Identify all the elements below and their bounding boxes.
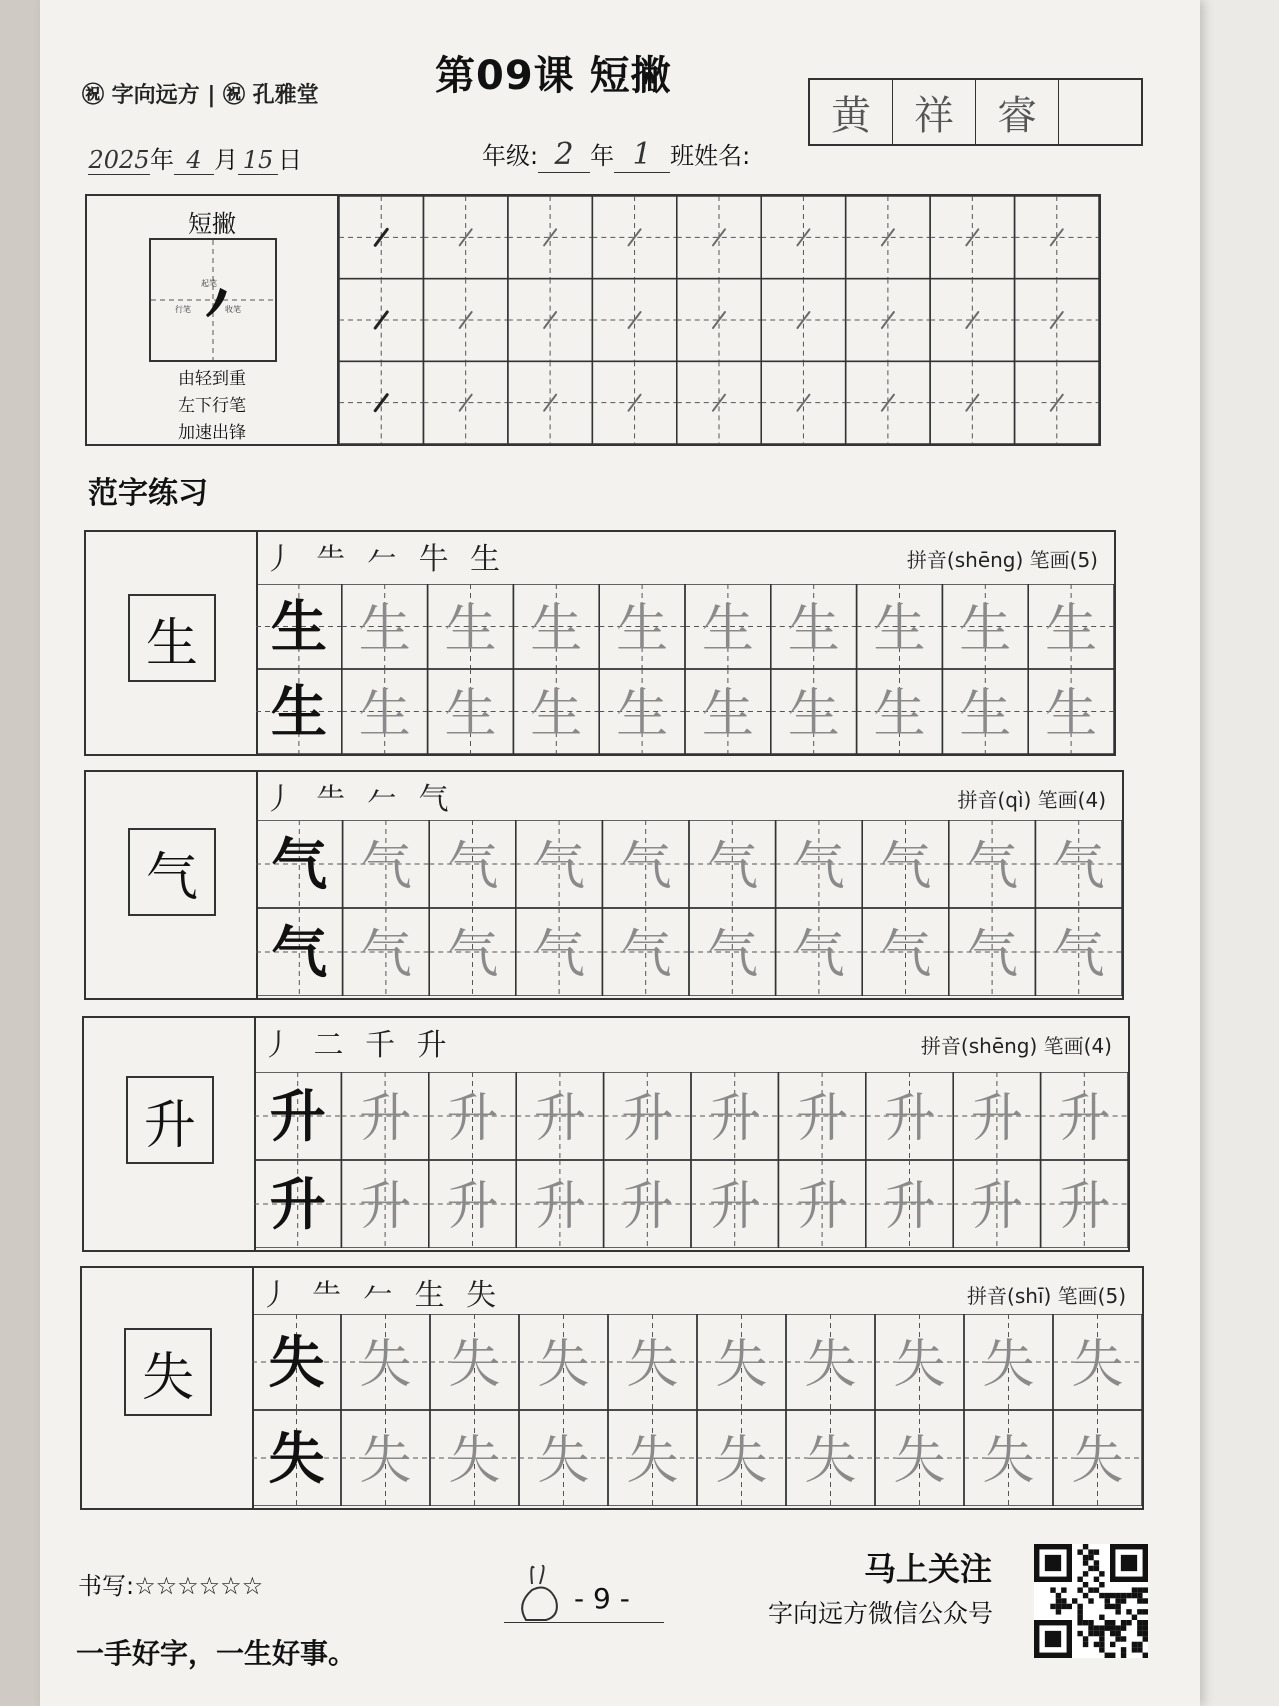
- qr-module: [1083, 1642, 1088, 1647]
- qr-module: [1143, 1609, 1148, 1614]
- handwritten-character: 升: [796, 1177, 849, 1237]
- qr-module: [1143, 1631, 1148, 1636]
- model-practice-character: 升: [269, 1172, 326, 1238]
- handwritten-character: 失: [715, 1431, 768, 1491]
- handwritten-character: 失: [715, 1335, 768, 1395]
- stroke-order: 丿 二 千 升: [262, 1028, 453, 1063]
- handwritten-character: 气: [619, 837, 672, 897]
- qr-module: [1050, 1604, 1055, 1609]
- pinyin-strokes: 拼音(shēng) 笔画(4): [920, 1034, 1112, 1058]
- qr-module: [1126, 1593, 1131, 1598]
- qr-module: [1072, 1598, 1077, 1603]
- qr-module: [1077, 1631, 1082, 1636]
- tip-line: 加速出锋: [178, 423, 246, 443]
- practice-grid: [252, 1314, 1142, 1506]
- character-label-cell: [86, 772, 258, 998]
- handwritten-character: 升: [533, 1177, 586, 1237]
- qr-module: [1115, 1631, 1120, 1636]
- name-char-box: 睿: [976, 80, 1059, 144]
- model-practice-character: 气: [271, 920, 328, 986]
- handwritten-character: 升: [621, 1089, 674, 1149]
- qr-module: [1121, 1636, 1126, 1641]
- handwritten-character: 生: [873, 684, 926, 745]
- handwritten-character: 气: [533, 925, 586, 985]
- stroke-practice-panel: [85, 194, 1101, 446]
- grade-unit: 年: [590, 142, 615, 170]
- pinyin-strokes: 拼音(qì) 笔画(4): [957, 788, 1106, 812]
- qr-module: [1088, 1555, 1093, 1560]
- handwritten-character: 升: [708, 1177, 761, 1237]
- lesson-title: 第09课 短撇: [435, 53, 672, 99]
- tip-line: 由轻到重: [178, 369, 246, 389]
- handwritten-character: 气: [359, 925, 412, 985]
- qr-module: [1115, 1625, 1120, 1630]
- handwritten-character: 失: [1071, 1431, 1124, 1491]
- handwritten-character: 生: [1045, 684, 1098, 745]
- handwritten-character: 失: [448, 1431, 501, 1491]
- qr-module: [1143, 1653, 1148, 1658]
- qr-module: [1143, 1625, 1148, 1630]
- section-title: 范字练习: [88, 476, 208, 511]
- handwritten-character: 失: [359, 1431, 412, 1491]
- qr-module: [1083, 1593, 1088, 1598]
- handwritten-character: 失: [626, 1335, 679, 1395]
- character-block: [84, 770, 1124, 1000]
- qr-module: [1050, 1587, 1055, 1592]
- qr-module: [1077, 1577, 1082, 1582]
- handwritten-character: 生: [701, 684, 754, 745]
- handwritten-character: 升: [359, 1177, 412, 1237]
- qr-module: [1083, 1544, 1088, 1549]
- qr-module: [1121, 1653, 1126, 1658]
- qr-module: [1077, 1609, 1082, 1614]
- handwritten-character: 升: [796, 1089, 849, 1149]
- handwritten-character: 升: [359, 1089, 412, 1149]
- handwritten-character: 升: [970, 1177, 1023, 1237]
- handwritten-character: 生: [873, 599, 926, 660]
- model-character: 气: [128, 828, 216, 916]
- handwritten-character: 生: [444, 599, 497, 660]
- follow-heading: 马上关注: [864, 1550, 993, 1588]
- class-unit: 班: [670, 142, 695, 170]
- qr-finder: [1045, 1555, 1061, 1571]
- qr-module: [1088, 1549, 1093, 1554]
- qr-finder: [1121, 1555, 1137, 1571]
- name-char-box: 祥: [893, 80, 976, 144]
- qr-module: [1061, 1587, 1066, 1592]
- qr-module: [1110, 1604, 1115, 1609]
- qr-module: [1099, 1631, 1104, 1636]
- qr-module: [1056, 1598, 1061, 1603]
- handwritten-character: 生: [701, 599, 754, 660]
- handwritten-character: 失: [537, 1431, 590, 1491]
- qr-module: [1088, 1587, 1093, 1592]
- character-label-cell: [82, 1268, 254, 1508]
- qr-module: [1088, 1566, 1093, 1571]
- grade-value: 2: [538, 137, 590, 173]
- qr-module: [1121, 1647, 1126, 1652]
- handwritten-character: 生: [1045, 599, 1098, 660]
- qr-module: [1094, 1642, 1099, 1647]
- qr-module: [1099, 1642, 1104, 1647]
- qr-module: [1137, 1631, 1142, 1636]
- qr-module: [1094, 1587, 1099, 1592]
- qr-module: [1110, 1653, 1115, 1658]
- qr-module: [1056, 1609, 1061, 1614]
- qr-module: [1094, 1560, 1099, 1565]
- model-practice-character: 升: [269, 1084, 326, 1150]
- stroke-demo-box: [149, 238, 277, 362]
- practice-grid: [256, 820, 1122, 996]
- qr-module: [1094, 1625, 1099, 1630]
- qr-module: [1056, 1604, 1061, 1609]
- adjacent-page: [1200, 0, 1279, 1706]
- model-character: 失: [124, 1328, 212, 1416]
- handwritten-character: 生: [616, 599, 669, 660]
- qr-module: [1088, 1598, 1093, 1603]
- handwritten-character: 升: [1058, 1177, 1111, 1237]
- qr-module: [1137, 1647, 1142, 1652]
- qr-module: [1121, 1625, 1126, 1630]
- demo-label-start: 起笔: [201, 279, 217, 288]
- model-practice-character: 生: [270, 679, 327, 746]
- qr-module: [1132, 1647, 1137, 1652]
- qr-module: [1088, 1625, 1093, 1630]
- qr-module: [1077, 1549, 1082, 1554]
- qr-module: [1137, 1642, 1142, 1647]
- qr-module: [1137, 1598, 1142, 1603]
- handwritten-character: 气: [966, 925, 1019, 985]
- handwritten-character: 升: [446, 1089, 499, 1149]
- handwritten-character: 生: [787, 599, 840, 660]
- qr-module: [1083, 1636, 1088, 1641]
- name-char-box: [1059, 80, 1141, 144]
- handwritten-character: 升: [446, 1177, 499, 1237]
- qr-code-icon[interactable]: [1034, 1544, 1148, 1658]
- qr-module: [1056, 1593, 1061, 1598]
- qr-module: [1132, 1593, 1137, 1598]
- stroke-practice-grid: [339, 196, 1099, 444]
- name-char-box: 黄: [810, 80, 893, 144]
- handwritten-character: 失: [982, 1335, 1035, 1395]
- handwritten-character: 生: [358, 684, 411, 745]
- year-value: 2025: [88, 146, 150, 174]
- handwritten-character: 失: [359, 1335, 412, 1395]
- month-value: 4: [174, 146, 214, 175]
- handwritten-character: 气: [446, 837, 499, 897]
- qr-module: [1105, 1625, 1110, 1630]
- qr-module: [1143, 1636, 1148, 1641]
- wechat-account-label: 字向远方微信公众号: [768, 1599, 994, 1628]
- handwritten-character: 气: [879, 837, 932, 897]
- pinyin-strokes: 拼音(shēng) 笔画(5): [906, 548, 1098, 572]
- qr-module: [1115, 1604, 1120, 1609]
- qr-module: [1115, 1598, 1120, 1603]
- qr-module: [1061, 1604, 1066, 1609]
- demo-label-mid: 行笔: [175, 305, 191, 314]
- qr-module: [1083, 1582, 1088, 1587]
- qr-module: [1105, 1653, 1110, 1658]
- model-practice-character: 气: [271, 832, 328, 898]
- qr-module: [1099, 1615, 1104, 1620]
- handwritten-character: 气: [879, 925, 932, 985]
- handwritten-character: 升: [970, 1089, 1023, 1149]
- handwritten-character: 气: [1052, 837, 1105, 897]
- qr-module: [1077, 1620, 1082, 1625]
- qr-module: [1110, 1620, 1115, 1625]
- handwritten-character: 升: [883, 1177, 936, 1237]
- qr-module: [1121, 1620, 1126, 1625]
- handwritten-character: 失: [893, 1335, 946, 1395]
- qr-module: [1099, 1582, 1104, 1587]
- qr-module: [1105, 1620, 1110, 1625]
- handwritten-character: 失: [804, 1335, 857, 1395]
- handwritten-character: 失: [893, 1431, 946, 1491]
- qr-module: [1143, 1587, 1148, 1592]
- character-block: [84, 530, 1116, 756]
- handwritten-character: 升: [621, 1177, 674, 1237]
- qr-module: [1132, 1615, 1137, 1620]
- handwritten-character: 升: [708, 1089, 761, 1149]
- qr-module: [1077, 1587, 1082, 1592]
- handwritten-character: 失: [1071, 1335, 1124, 1395]
- character-block: [82, 1016, 1130, 1252]
- day-unit: 日: [278, 146, 302, 174]
- motto: 一手好字，一生好事。: [76, 1637, 357, 1670]
- qr-module: [1121, 1598, 1126, 1603]
- handwritten-character: 生: [530, 599, 583, 660]
- qr-module: [1137, 1625, 1142, 1630]
- model-practice-character: 生: [270, 594, 327, 661]
- qr-module: [1105, 1604, 1110, 1609]
- handwritten-character: 气: [619, 925, 672, 985]
- handwritten-character: 气: [792, 925, 845, 985]
- qr-module: [1077, 1604, 1082, 1609]
- qr-module: [1137, 1620, 1142, 1625]
- handwritten-character: 生: [959, 684, 1012, 745]
- qr-module: [1099, 1593, 1104, 1598]
- qr-module: [1077, 1615, 1082, 1620]
- stroke-order: 丿 ⺧ 𠂉 生 失: [260, 1278, 503, 1313]
- handwritten-character: 气: [1052, 925, 1105, 985]
- qr-module: [1099, 1571, 1104, 1576]
- rabbit-icon: [512, 1560, 572, 1624]
- stroke-order: 丿 ⺧ 𠂉 牛 生: [264, 542, 507, 577]
- handwritten-character: 失: [804, 1431, 857, 1491]
- handwritten-character: 生: [616, 684, 669, 745]
- qr-module: [1126, 1620, 1131, 1625]
- stroke-label-cell: [87, 196, 339, 444]
- date-field: [88, 140, 302, 175]
- handwritten-character: 气: [792, 837, 845, 897]
- qr-module: [1110, 1631, 1115, 1636]
- qr-module: [1094, 1566, 1099, 1571]
- qr-module: [1105, 1593, 1110, 1598]
- qr-module: [1110, 1593, 1115, 1598]
- model-practice-character: 失: [268, 1330, 325, 1396]
- handwritten-character: 气: [706, 837, 759, 897]
- qr-module: [1094, 1577, 1099, 1582]
- qr-module: [1115, 1593, 1120, 1598]
- qr-module: [1115, 1636, 1120, 1641]
- model-character: 升: [126, 1076, 214, 1164]
- qr-module: [1137, 1587, 1142, 1592]
- handwritten-character: 失: [537, 1335, 590, 1395]
- qr-module: [1137, 1593, 1142, 1598]
- page-number-rule: [504, 1622, 664, 1623]
- class-value: 1: [614, 137, 670, 173]
- handwritten-character: 升: [1058, 1089, 1111, 1149]
- qr-module: [1132, 1587, 1137, 1592]
- stroke-name: 短撇: [188, 210, 236, 238]
- qr-module: [1121, 1593, 1126, 1598]
- month-unit: 月: [214, 146, 238, 174]
- qr-finder: [1045, 1631, 1061, 1647]
- handwritten-character: 生: [530, 684, 583, 745]
- qr-module: [1099, 1647, 1104, 1652]
- qr-module: [1099, 1625, 1104, 1630]
- grade-label: 年级:: [482, 142, 539, 170]
- qr-module: [1083, 1555, 1088, 1560]
- qr-module: [1115, 1609, 1120, 1614]
- qr-module: [1143, 1598, 1148, 1603]
- handwritten-character: 气: [966, 837, 1019, 897]
- practice-grid: [254, 1072, 1128, 1248]
- name-boxes: [808, 78, 1143, 146]
- handwritten-character: 气: [533, 837, 586, 897]
- writing-rating: 书写:☆☆☆☆☆☆: [78, 1572, 264, 1600]
- qr-module: [1110, 1625, 1115, 1630]
- page-number: - 9 -: [574, 1582, 630, 1615]
- handwritten-character: 失: [448, 1335, 501, 1395]
- qr-module: [1083, 1571, 1088, 1576]
- handwritten-character: 失: [982, 1431, 1035, 1491]
- handwritten-character: 气: [359, 837, 412, 897]
- grade-class-field: [482, 136, 750, 173]
- qr-module: [1067, 1604, 1072, 1609]
- handwritten-character: 生: [444, 684, 497, 745]
- handwritten-character: 气: [706, 925, 759, 985]
- model-character: 生: [128, 594, 216, 682]
- qr-module: [1132, 1642, 1137, 1647]
- qr-module: [1088, 1620, 1093, 1625]
- day-value: 15: [238, 146, 278, 175]
- qr-module: [1061, 1598, 1066, 1603]
- handwritten-character: 升: [883, 1089, 936, 1149]
- handwritten-character: 升: [533, 1089, 586, 1149]
- character-label-cell: [86, 532, 258, 754]
- handwritten-character: 失: [626, 1431, 679, 1491]
- stroke-tips: [87, 366, 337, 447]
- character-block: [80, 1266, 1144, 1510]
- pinyin-strokes: 拼音(shī) 笔画(5): [967, 1284, 1126, 1308]
- stroke-demo-graphic: [151, 240, 275, 360]
- handwritten-character: 气: [446, 925, 499, 985]
- handwritten-character: 生: [959, 599, 1012, 660]
- qr-module: [1088, 1631, 1093, 1636]
- qr-module: [1137, 1609, 1142, 1614]
- stroke-order: 丿 ⺧ 𠂉 气: [264, 782, 455, 817]
- qr-module: [1094, 1631, 1099, 1636]
- handwritten-character: 生: [787, 684, 840, 745]
- qr-module: [1143, 1620, 1148, 1625]
- model-practice-character: 失: [268, 1426, 325, 1492]
- practice-grid: [256, 584, 1114, 754]
- character-label-cell: [84, 1018, 256, 1250]
- tip-line: 左下行笔: [178, 396, 246, 416]
- qr-module: [1094, 1549, 1099, 1554]
- year-unit: 年: [150, 146, 174, 174]
- qr-module: [1126, 1609, 1131, 1614]
- brand-logo: ㊗ 字向远方 | ㊗ 孔雅堂: [82, 83, 319, 108]
- qr-module: [1083, 1560, 1088, 1565]
- qr-module: [1083, 1620, 1088, 1625]
- qr-module: [1099, 1636, 1104, 1641]
- demo-label-end: 收笔: [225, 305, 241, 314]
- name-label: 姓名:: [694, 142, 751, 170]
- handwritten-character: 生: [358, 599, 411, 660]
- qr-module: [1110, 1642, 1115, 1647]
- qr-module: [1105, 1598, 1110, 1603]
